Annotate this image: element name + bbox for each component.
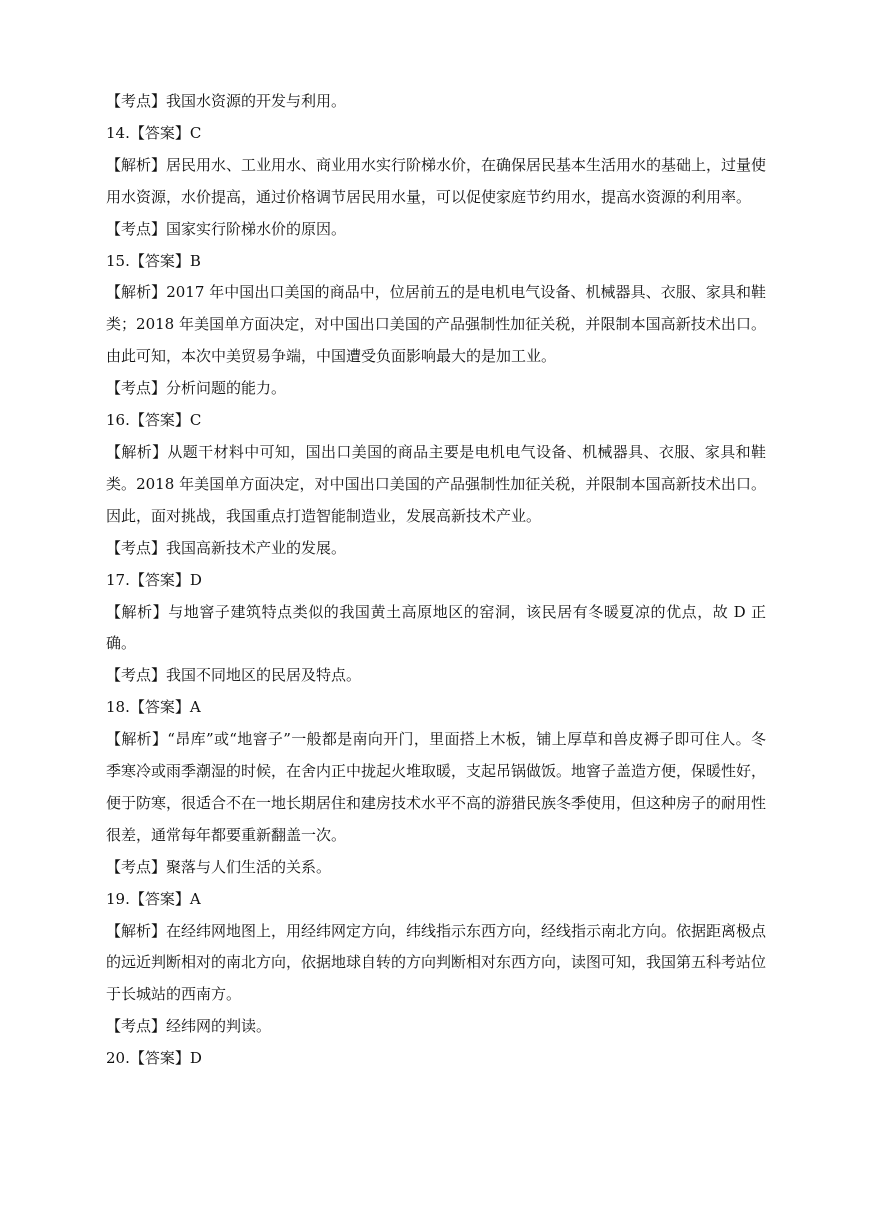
answer-line: 19.【答案】A xyxy=(106,889,201,908)
kaodian-line: 【考点】我国不同地区的民居及特点。 xyxy=(106,666,362,685)
analysis-paragraph: 【解析】从题干材料中可知，国出口美国的商品主要是电机电气设备、机械器具、衣服、家具和鞋类。2018 年美国单方面决定，对中国出口美国的产品强制性加征关税，并限制本国高新技术出口。因此，面对挑战，我国重点打造智能制造业，发展高新技术产业。 xyxy=(106,442,766,525)
kaodian-line: 【考点】我国高新技术产业的发展。 xyxy=(106,538,347,557)
analysis-paragraph: 【解析】在经纬网地图上，用经纬网定方向，纬线指示东西方向，经线指示南北方向。依据距离极点的远近判断相对的南北方向，依据地球自转的方向判断相对东西方向，读图可知，我国第五科考站位于长城站的西南方。 xyxy=(106,921,767,1004)
kaodian-line: 【考点】经纬网的判读。 xyxy=(106,1017,272,1036)
kaodian-line: 【考点】聚落与人们生活的关系。 xyxy=(106,857,332,876)
analysis-paragraph: 【解析】“昂库”或“地窨子”一般都是南向开门，里面搭上木板，铺上厚草和兽皮褥子即可住人。冬季寒冷或雨季潮湿的时候，在舍内正中拢起火堆取暖，支起吊锅做饭。地窨子盖造方便，保暖性好，便于防寒，很适合不在一地长期居住和建房技术水平不高的游猎民族冬季使用，但这种房子的耐用性很差，通常每年都要重新翻盖一次。 xyxy=(106,730,767,844)
answer-line: 18.【答案】A xyxy=(106,698,201,717)
answer-line: 16.【答案】C xyxy=(106,411,202,430)
answer-line: 17.【答案】D xyxy=(106,570,202,589)
document-body xyxy=(106,86,766,1075)
kaodian-line: 【考点】国家实行阶梯水价的原因。 xyxy=(106,219,347,238)
answer-line: 15.【答案】B xyxy=(106,251,201,270)
kaodian-line: 【考点】我国水资源的开发与利用。 xyxy=(106,92,347,110)
answer-line: 20.【答案】D xyxy=(106,1049,202,1068)
analysis-paragraph: 【解析】居民用水、工业用水、商业用水实行阶梯水价，在确保居民基本生活用水的基础上，过量使用水资源，水价提高，通过价格调节居民用水量，可以促使家庭节约用水，提高水资源的利用率。 xyxy=(106,155,767,206)
analysis-paragraph: 【解析】2017 年中国出口美国的商品中，位居前五的是电机电气设备、机械器具、衣服、家具和鞋类；2018 年美国单方面决定，对中国出口美国的产品强制性加征关税，并限制本国高新技术出口。由此可知，本次中美贸易争端，中国遭受负面影响最大的是加工业。 xyxy=(106,283,766,366)
analysis-paragraph: 【解析】与地窨子建筑特点类似的我国黄土高原地区的窑洞，该民居有冬暖夏凉的优点，故 D 正确。 xyxy=(106,602,766,653)
kaodian-line: 【考点】分析问题的能力。 xyxy=(106,379,287,398)
answer-line: 14.【答案】C xyxy=(106,123,202,142)
